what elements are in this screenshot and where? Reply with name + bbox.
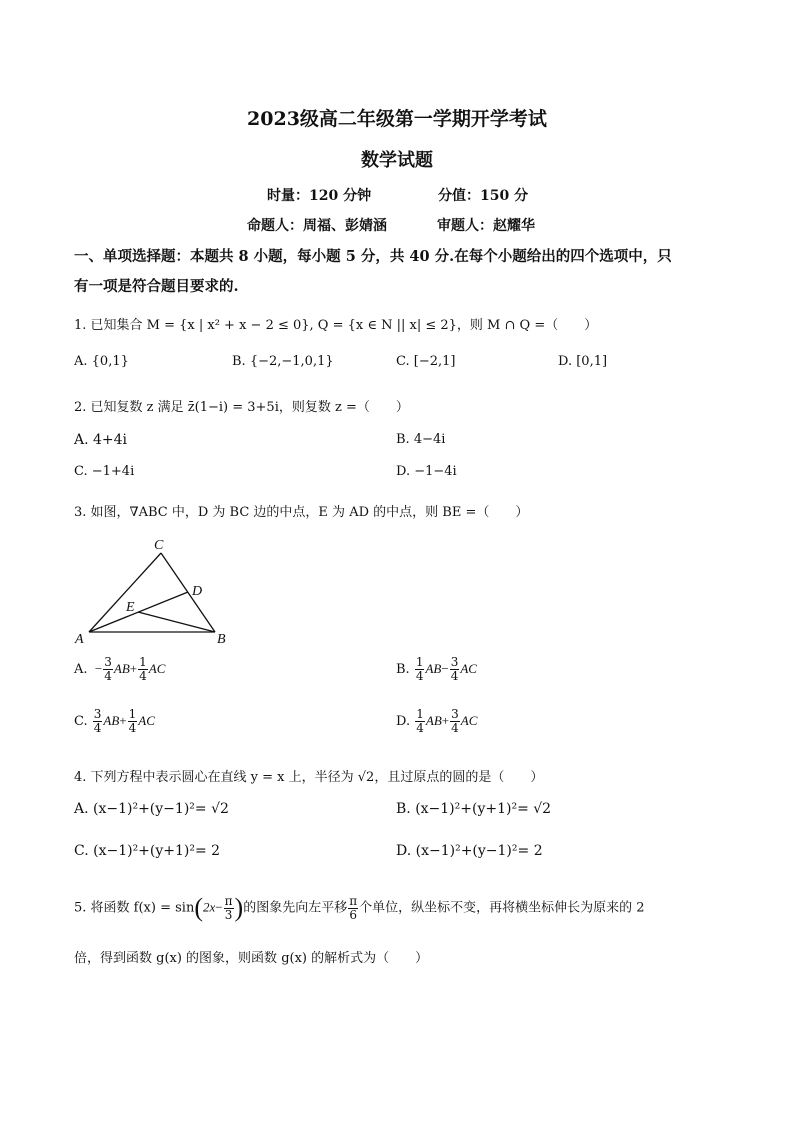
triangle-figure [68, 535, 238, 650]
option-c-label: C. [74, 714, 88, 729]
exam-setters: 命题人：周福、彭婧涵 [247, 218, 387, 234]
exam-score: 分值：150 分 [438, 188, 529, 204]
question-2-option-c: C. −1+4i [74, 464, 135, 479]
vertex-label-b: B [217, 632, 226, 647]
question-5-stem-part3: 个单位，纵坐标不变，再将横坐标伸长为原来的 2 [359, 900, 645, 916]
question-3-stem: 3. 如图，∇ABC 中，D 为 BC 边的中点，E 为 AD 的中点，则 BE =（ ） [74, 505, 529, 520]
question-3-option-c: C. $\frac{3}{4}$ AB+ $\frac{1}{4}$ AC [74, 707, 155, 735]
question-1-option-b: B. {−2,−1,0,1} [232, 354, 334, 369]
question-4-option-d: D. (x−1)²+(y−1)²= 2 [396, 843, 543, 859]
question-2-option-d: D. −1−4i [396, 464, 457, 479]
point-label-d: D [192, 584, 203, 599]
vertex-label-c: C [154, 538, 164, 553]
question-3-option-a: A. − $\frac{3}{4}$ AB+ $\frac{1}{4}$ AC [74, 655, 166, 683]
exam-reviewer: 审题人：赵耀华 [437, 218, 535, 234]
vertex-label-a: A [75, 632, 84, 647]
question-4-stem: 4. 下列方程中表示圆心在直线 y = x 上，半径为 √2，且过原点的圆的是（ ） [74, 770, 544, 785]
exam-subtitle: 数学试题 [361, 150, 433, 171]
question-2-option-b: B. 4−4i [396, 432, 446, 447]
point-label-e: E [126, 600, 135, 615]
question-5-stem-part2: 的图象先向左平移 [243, 900, 348, 916]
option-b-label: B. [396, 662, 410, 677]
question-4-option-c: C. (x−1)²+(y+1)²= 2 [74, 843, 221, 859]
question-5-stem-line2: 倍，得到函数 g(x) 的图象，则函数 g(x) 的解析式为（ ） [74, 951, 429, 966]
question-2-stem: 2. 已知复数 z 满足 z̄(1−i) = 3+5i，则复数 z =（ ） [74, 400, 409, 415]
section-heading-line1: 一、单项选择题：本题共 8 小题，每小题 5 分，共 40 分.在每个小题给出的四个选项中，只 [74, 248, 672, 265]
question-5-stem-part1: 5. 将函数 f(x) = sin [74, 900, 195, 916]
option-a-label: A. [74, 662, 88, 677]
question-1-option-a: A. {0,1} [74, 354, 129, 369]
question-1-option-c: C. [−2,1] [396, 354, 456, 369]
option-d-label: D. [396, 714, 411, 729]
question-2-option-a: A. 4+4i [74, 432, 128, 448]
question-3-option-d: D. $\frac{1}{4}$ AB+ $\frac{3}{4}$ AC [396, 707, 478, 735]
question-4-option-a: A. (x−1)²+(y−1)²= √2 [74, 801, 229, 817]
question-3-option-b: B. $\frac{1}{4}$ AB− $\frac{3}{4}$ AC [396, 655, 477, 683]
question-4-option-b: B. (x−1)²+(y+1)²= √2 [396, 801, 552, 817]
exam-duration: 时量：120 分钟 [267, 188, 372, 204]
exam-title: 2023级高二年级第一学期开学考试 [247, 108, 547, 130]
question-5-stem: 5. 将函数 f(x) = sin(2x− $\frac{\pi}{3}$ )的图象先向左平移 $\frac{\pi}{6}$ 个单位，纵坐标不变，再将横坐标伸长为原来的 2 [74, 893, 645, 922]
section-heading-line2: 有一项是符合题目要求的. [74, 278, 239, 295]
question-1-option-d: D. [0,1] [558, 354, 608, 369]
question-1-stem: 1. 已知集合 M = {x | x² + x − 2 ≤ 0}, Q = {x ∈ N || x| ≤ 2}，则 M ∩ Q =（ ） [74, 318, 598, 333]
